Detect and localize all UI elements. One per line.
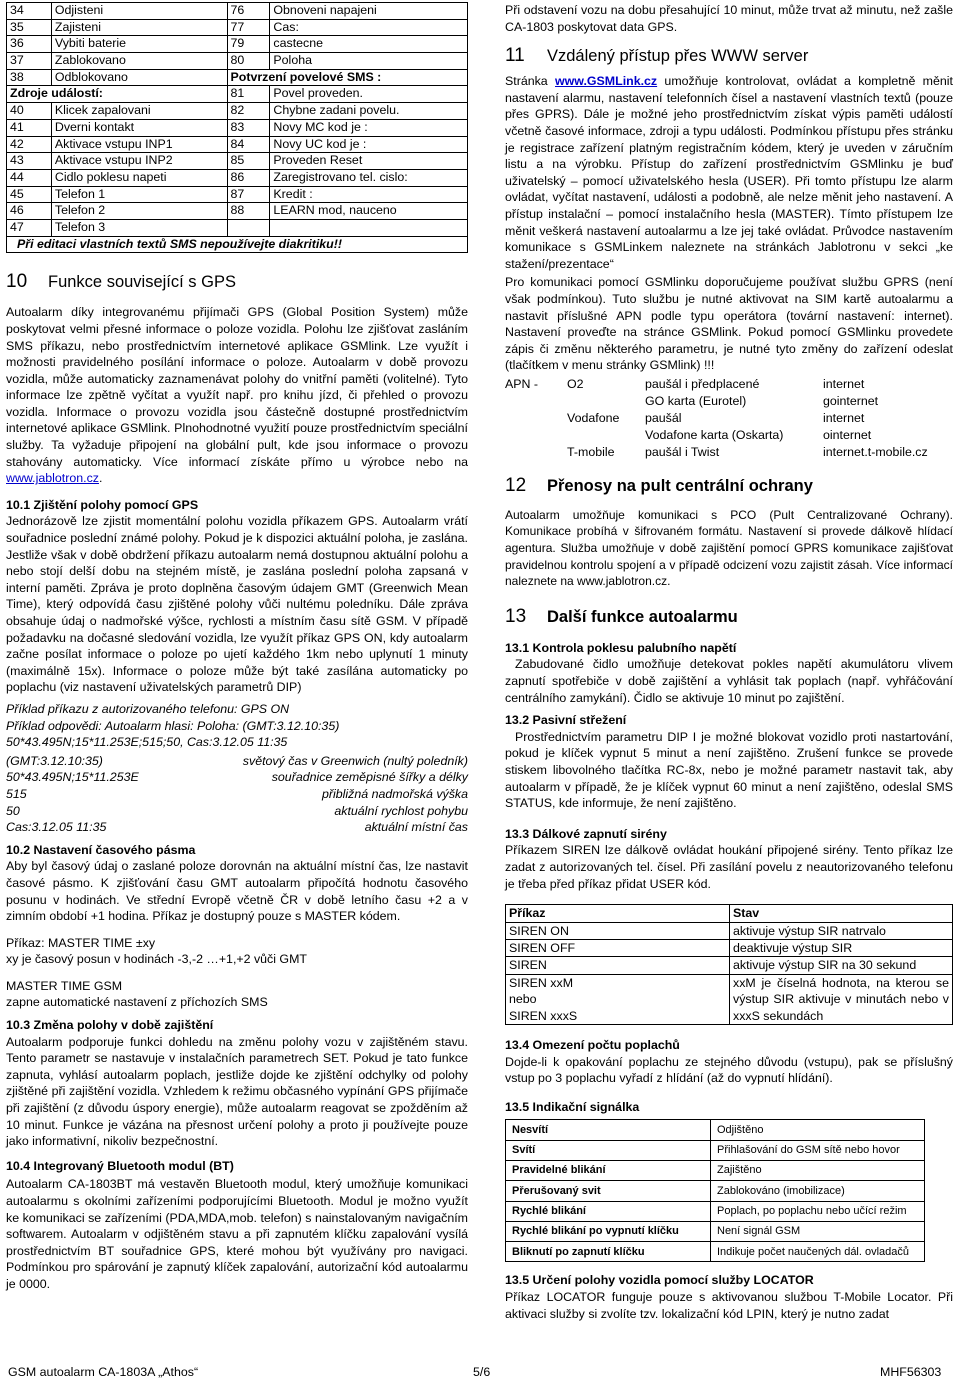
apn-row xyxy=(505,427,953,444)
table-cell: Telefon 3 xyxy=(51,219,227,236)
apn-cell: paušál xyxy=(645,410,682,425)
apn-cell: gointernet xyxy=(823,393,879,408)
table-row xyxy=(506,957,953,974)
legend-line xyxy=(6,819,468,836)
event-codes-body xyxy=(7,3,468,253)
paragraph-13-3: Příkazem SIREN lze dálkově ovládat houkání připojené sirény. Tento příkaz lze zadat z autorizovaných tel. čísel. Při zasílání povelu z neautorizovaného telefonu je třeba před příkaz přidat USER kód. xyxy=(505,843,953,891)
table-cell: 43 xyxy=(7,153,52,170)
legend-value: 50*43.495N;15*11.253E xyxy=(6,770,139,785)
apn-row xyxy=(505,410,953,427)
table-cell: Odblokovano xyxy=(51,69,227,86)
table-row xyxy=(506,1160,925,1180)
table-cell: Dverni kontakt xyxy=(51,119,227,136)
apn-cell: Vodafone xyxy=(567,410,620,425)
table-cell: 82 xyxy=(227,103,270,120)
table-cell: SIREN ON xyxy=(506,922,730,939)
legend-line xyxy=(6,786,468,803)
siren-command-body xyxy=(506,905,953,1025)
table-cell: 81 xyxy=(227,86,270,103)
table-row xyxy=(7,86,468,103)
section-number: 11 xyxy=(505,45,525,67)
left-column xyxy=(6,2,468,1293)
table-note-row xyxy=(7,236,468,253)
table-cell: 79 xyxy=(227,36,270,53)
table-cell: Cidlo poklesu napeti xyxy=(51,169,227,186)
legend-desc: aktuální místní čas xyxy=(364,820,468,835)
table-cell: Zdroje událostí: xyxy=(7,86,228,103)
table-cell: Cas: xyxy=(270,19,468,36)
table-cell: Povel proveden. xyxy=(270,86,468,103)
table-row xyxy=(7,3,468,20)
event-codes-table xyxy=(6,2,468,253)
table-header: Stav xyxy=(730,905,953,922)
table-header: Příkaz xyxy=(506,905,730,922)
section-title: Další funkce autoalarmu xyxy=(547,607,738,626)
table-row xyxy=(506,974,953,1024)
table-cell: Novy MC kod je : xyxy=(270,119,468,136)
table-cell: 42 xyxy=(7,136,52,153)
paragraph-10-1: Jednorázově lze zjistit momentální polohu vozidla příkazem GPS. Autoalarm vrátí souřadnice poslední známé polohy. Pokud je k dispozici aktuální poloha, je zaslána. Jestliže však v době obdržení příkazu autoalarm nemá dostupnou aktuální polohu a nebo stojí delší dobu na stejném místě, je zaslána poslední poloha zapsaná v interní paměti. Zpráva je proto doplněna časovým údajem GMT (Greenwich Mean Time), který odpovídá času zjištěné polohy vůči nultému poledníku. Dále zpráva obsahuje údaj o nadmořské výšce, rychlosti a místním času sítě GSM. V případě požadavku na dočasné sledování vozidla, lze využít příkaz GPS ON, kdy autoalarm začne posílat informace o poloze po ujetí každého 1km nebo uplynutí 1 minuty (maximálně 15x). Informace o poloze může být také zasílána automaticky po poplachu (viz nastavení uživatelských parametrů DIP) xyxy=(6,514,468,695)
table-cell: Klicek zapalovani xyxy=(51,103,227,120)
table-cell: Chybne zadani povelu. xyxy=(270,103,468,120)
signal-state: Svítí xyxy=(506,1140,711,1160)
section-number: 12 xyxy=(505,474,527,496)
table-cell xyxy=(506,974,730,1024)
table-row xyxy=(7,36,468,53)
legend-value: 50 xyxy=(6,803,20,818)
table-cell: 88 xyxy=(227,203,270,220)
apn-cell xyxy=(505,410,567,427)
apn-table xyxy=(505,376,953,461)
heading-13-1: 13.1 Kontrola poklesu palubního napětí xyxy=(505,640,737,655)
table-row xyxy=(7,186,468,203)
apn-cell xyxy=(505,393,567,410)
response-legend xyxy=(6,753,468,836)
apn-cell: O2 xyxy=(567,376,584,391)
table-cell: 87 xyxy=(227,186,270,203)
gsmlink-text-a: Stránka xyxy=(505,74,548,89)
apn-cell: Vodafone karta (Oskarta) xyxy=(645,427,784,442)
signal-meaning: Zablokováno (imobilizace) xyxy=(711,1181,925,1201)
command-line: nebo xyxy=(509,992,537,1007)
signal-meaning: Není signál GSM xyxy=(711,1221,925,1241)
right-top-paragraph: Při odstavení vozu na dobu přesahující 10 minut, může trvat až minutu, než zašle CA-1803 poskytovat data GPS. xyxy=(505,3,953,34)
table-cell: 76 xyxy=(227,3,270,20)
right-column xyxy=(505,2,953,1322)
table-cell: 37 xyxy=(7,53,52,70)
table-cell xyxy=(270,219,468,236)
table-row xyxy=(7,69,468,86)
signal-state: Rychlé blikání po vypnutí klíčku xyxy=(506,1221,711,1241)
legend-value: 515 xyxy=(6,786,27,801)
heading-13-5: 13.5 Indikační signálka xyxy=(505,1099,640,1114)
apn-cell: paušál i Twist xyxy=(645,444,720,459)
master-time-command: Příkaz: MASTER TIME ±xy xyxy=(6,935,156,950)
table-cell: 47 xyxy=(7,219,52,236)
table-cell: Zaregistrovano tel. cislo: xyxy=(270,169,468,186)
table-cell: Poloha xyxy=(270,53,468,70)
table-row xyxy=(7,219,468,236)
command-line: SIREN xxxS xyxy=(509,1008,578,1023)
table-cell: 41 xyxy=(7,119,52,136)
signal-meaning: Zajištěno xyxy=(711,1160,925,1180)
signal-meaning: Indikuje počet naučených dál. ovladačů xyxy=(711,1242,925,1262)
signal-state: Bliknutí po zapnutí klíčku xyxy=(506,1242,711,1262)
table-cell: Aktivace vstupu INP1 xyxy=(51,136,227,153)
table-cell: 45 xyxy=(7,186,52,203)
table-cell: Proveden Reset xyxy=(270,153,468,170)
table-cell: 77 xyxy=(227,19,270,36)
gps-intro-text: Autoalarm díky integrovanému přijímači GPS (Global Position System) může poskytovat velmi přesné informace o poloze vozidla. Polohu lze zjišťovat zasláním SMS příkazu, nebo prostřednictvím internetové aplikace GSMlink. Lze využít i možnosti pravidelného posílání informace o poloze. Autoalarm v době provozu vozidla, může automaticky zaznamenávat polohy do vnitřní paměti (volitelné). Tyto informace lze zpětně vyčítat a využít např. pro knihu jízd, či přehled o provozu vozidla. Informace o provozu vozidla jsou částečně dostupné prostřednictvím internetové aplikace GSMlink. Plnohodnotné využití pouze prostřednictvím speciální služby. Ta vyžaduje připojení na globální pult, kde jsou informace o provozu stahovány automaticky. Více informací získáte přímo u výrobce nebo na xyxy=(6,305,468,469)
heading-locator: 13.5 Určení polohy vozidla pomocí služby LOCATOR xyxy=(505,1273,814,1288)
signal-state: Pravidelné blikání xyxy=(506,1160,711,1180)
table-cell: Aktivace vstupu INP2 xyxy=(51,153,227,170)
paragraph-10-3: Autoalarm podporuje funkci dohledu na změnu polohy vozu v zajištěném stavu. Tento parametr se nastavuje v instalačních parametrech SET. Pokud je tato funkce zapnuta, vyhlásí autoalarm poplach, jestliže dojde ke zjištění odchylky od polohy zjištěné při zajištění vozidla. Vzhledem k režimu občasného vypínání GPS přijímače při zajištění (z důvodu úspory energie), může autoalarm reagovat se zpožděním až 10 minut. Funkce je vázána na přesnost určení polohy a proto ji používejte pouze jako informativní, nikoliv bezpečnostní. xyxy=(6,1034,468,1149)
footer-left: GSM autoalarm CA-1803A „Athos“ xyxy=(8,1365,199,1379)
table-cell: 38 xyxy=(7,69,52,86)
legend-value: Cas:3.12.05 11:35 xyxy=(6,820,107,835)
table-cell: 44 xyxy=(7,169,52,186)
apn-cell: paušál i předplacené xyxy=(645,376,760,391)
example-command: Příklad příkazu z autorizovaného telefonu: GPS ON xyxy=(6,701,290,716)
table-cell: Telefon 2 xyxy=(51,203,227,220)
legend-desc: přibližná nadmořská výška xyxy=(322,786,468,801)
paragraph-13-4: Dojde-li k opakování poplachu ze stejného důvodu (vstupu), pak se příslušný vstup po 3 poplachu vyřadí z hlídání (až do vypnutí hlídání). xyxy=(505,1054,953,1086)
section-title: Vzdálený přístup přes WWW server xyxy=(547,47,809,66)
heading-10-3: 10.3 Změna polohy v době zajištění xyxy=(6,1018,214,1033)
signal-meaning: Poplach, po poplachu nebo učící režim xyxy=(711,1201,925,1221)
table-row xyxy=(7,153,468,170)
paragraph-10-4: Autoalarm CA-1803BT má vestavěn Bluetooth modul, který umožňuje komunikaci autoalarmu s okolními zařízeními podporujícími Bluetooth. Modul je možno využít ke komunikaci se zařízeními (PDA,MDA,mob. telefon) s nainstalovaným navigačním softwarem. Autoalarm v odjištěném stavu a při zapnutém klíčku zapalování vysílá prostřednictvím BT souřadnice GPS, které mohou být využívány pro navigaci. Podmínkou pro spárování je zapnutý klíček zapalování, autorizační kód autoalarmu je 0000. xyxy=(6,1177,468,1291)
gsmlink-link[interactable]: www.GSMLink.cz xyxy=(555,74,658,89)
pco-paragraph: Autoalarm umožňuje komunikaci s PCO (Pult Centralizované Ochrany). Komunikace probíhá v šifrovaném formátu. Nastavení si provede dálkově hlídací agentura. Služba umožňuje v době zajištění pomocí GPRS komunikace zajišťovat pravidelnou kontrolu spojení a v případě odcizení vozu zajistit zásah. Více informací naleznete na www.jablotron.cz. xyxy=(505,507,953,589)
table-cell: xxM je číselná hodnota, na kterou se výstup SIR aktivuje v minutách nebo v xxxS sekundách xyxy=(730,974,953,1024)
table-cell: SIREN OFF xyxy=(506,939,730,956)
table-cell: 35 xyxy=(7,19,52,36)
gps-intro-paragraph: Autoalarm díky integrovanému přijímači GPS (Global Position System) může poskytovat velmi přesné informace o poloze vozidla. Polohu lze zjišťovat zasláním SMS příkazu, nebo prostřednictvím internetové aplikace GSMlink. Lze využít i možnosti pravidelného posílání informace o poloze. Autoalarm v době provozu vozidla, může automaticky zaznamenávat polohy do vnitřní paměti (volitelné). Tyto informace lze zpětně vyčítat a využít např. pro knihu jízd, či přehled o provozu vozidla. Informace o provozu vozidla jsou částečně dostupné prostřednictvím internetové aplikace GSMlink. Plnohodnotné využití pouze prostřednictvím speciální služby. Ta vyžaduje připojení na globální pult, kde jsou informace o provozu stahovány automaticky. Více informací získáte přímo u výrobce nebo na www.jablotron.cz. xyxy=(6,305,468,486)
table-row xyxy=(7,203,468,220)
apn-row xyxy=(505,376,953,393)
table-cell: Potvrzení povelové SMS : xyxy=(227,69,468,86)
gprs-paragraph: Pro komunikaci pomocí GSMlinku doporučujeme používat službu GPRS (není však podmínkou). Tuto službu je nutné aktivovat na SIM kartě autoalarmu a nastavit příslušné APN podle typu operátora (tovární nastavení: internet). Nastavení proveďte na stránce GSMlink. Pokud pomocí GSMlinku provedete zápis či změnu některého parametru, je nutné tyto změny do zařízení odeslat (tlačítkem v menu stránky GSMlink) !!! xyxy=(505,275,953,373)
table-row xyxy=(7,119,468,136)
table-cell: SIREN xyxy=(506,957,730,974)
legend-line xyxy=(6,753,468,770)
table-cell: deaktivuje výstup SIR xyxy=(730,939,953,956)
table-cell xyxy=(227,219,270,236)
legend-desc: světový čas v Greenwich (nultý poledník) xyxy=(242,753,468,768)
table-row xyxy=(7,19,468,36)
footer-page: 5/6 xyxy=(473,1365,491,1379)
table-row xyxy=(506,1242,925,1262)
table-cell: Zablokovano xyxy=(51,53,227,70)
table-cell: Novy UC kod je : xyxy=(270,136,468,153)
table-cell: 40 xyxy=(7,103,52,120)
signal-state: Přerušovaný svit xyxy=(506,1181,711,1201)
table-row xyxy=(7,136,468,153)
apn-cell xyxy=(505,427,567,444)
master-time-gsm-desc: zapne automatické nastavení z příchozích SMS xyxy=(6,995,268,1010)
siren-command-table xyxy=(505,904,953,1025)
gsmlink-paragraph xyxy=(505,73,953,272)
section-title: Funkce související s GPS xyxy=(48,273,236,292)
table-cell: Obnoveni napajeni xyxy=(270,3,468,20)
table-cell: 46 xyxy=(7,203,52,220)
heading-10-1: 10.1 Zjištění polohy pomocí GPS xyxy=(6,497,199,512)
apn-cell: ointernet xyxy=(823,427,872,442)
heading-10-2: 10.2 Nastavení časového pásma xyxy=(6,842,196,857)
paragraph-13-2: Prostřednictvím parametru DIP I je možné blokovat vozidlo proti nastartování, pokud je klíček vypnut 5 minut a není zajištěno. Zrušení funkce se provede stiskem libovolného tlačítka RC-8x, nebo je možné parametr nastavit tak, aby autoalarm v případě, že je klíček vypnut 60 minut a není zajištěno, odeslal SMS STATUS, kde informuje, že není zajištěno. xyxy=(505,729,953,811)
table-cell: Zajisteni xyxy=(51,19,227,36)
apn-cell xyxy=(567,427,645,444)
table-cell: 85 xyxy=(227,153,270,170)
table-cell: 83 xyxy=(227,119,270,136)
indicator-body xyxy=(506,1120,925,1262)
table-row xyxy=(506,1201,925,1221)
table-cell: aktivuje výstup SIR natrvalo xyxy=(730,922,953,939)
apn-body xyxy=(505,376,953,461)
table-cell: 86 xyxy=(227,169,270,186)
table-cell: aktivuje výstup SIR na 30 sekund xyxy=(730,957,953,974)
master-time-gsm-command: MASTER TIME GSM xyxy=(6,978,123,993)
table-row xyxy=(7,103,468,120)
table-cell: 80 xyxy=(227,53,270,70)
apn-cell xyxy=(567,393,645,410)
table-cell: Odjisteni xyxy=(51,3,227,20)
table-row xyxy=(506,1140,925,1160)
table-cell: castecne xyxy=(270,36,468,53)
table-cell: Telefon 1 xyxy=(51,186,227,203)
apn-row xyxy=(505,444,953,461)
section-13-heading xyxy=(505,606,953,628)
table-cell: 36 xyxy=(7,36,52,53)
gsmlink-text-b: umožňuje kontrolovat, ovládat a kompletně měnit nastavení alarmu, nastavení telefonních čísel a nastavení vlastních textů (pouze přes GPRS). Dále je možné jeho prostřednictvím získat výpis paměti událostí včetně časové informace, zdroji a typu události. Podmínkou přístupu přes stránku je registrace zařízení platným registračním kódem, který je uveden v záručním listu a na výrobku. Přístup do zařízení prostřednictvím GSMlinku je buď uživatelský – pomocí uživatelského hesla (USER). Při tomto přístupu lze alarm ovládat, vyčítat nastavení, události a podobně, ale nelze měnit jeho nastavení. A přístup instalační – pomocí instalačního hesla (MASTER). Tímto přístupem lze měnit veškerá nastavení autoalarmu a lze jej také ovládat. Průvodce nastavením komunikace s GSMLinkem naleznete na stránkách Jablotronu v sekci „ke stažení/prezentace“ xyxy=(505,74,953,271)
table-row xyxy=(506,922,953,939)
section-number: 10 xyxy=(6,271,28,293)
legend-value: (GMT:3.12.10:35) xyxy=(6,753,103,768)
apn-cell: internet xyxy=(823,376,865,391)
table-header-row xyxy=(506,905,953,922)
table-cell: Kredit : xyxy=(270,186,468,203)
footer-right: MHF56303 xyxy=(880,1365,942,1379)
table-row xyxy=(506,1221,925,1241)
table-row xyxy=(7,53,468,70)
legend-line xyxy=(6,803,468,820)
legend-desc: souřadnice zeměpisné šířky a délky xyxy=(271,770,468,785)
apn-cell: T-mobile xyxy=(567,444,615,459)
jablotron-link[interactable]: www.jablotron.cz xyxy=(6,471,99,486)
paragraph-10-2: Aby byl časový údaj o zaslané poloze dorovnán na aktuální místní čas, lze nastavit časové pásmo. K zjišťování času GMT autoalarm připočítá hodnotu časového posunu v hodinách. Ve střední Evropě včetně ČR v době letního času +2 a v zimním období +1 hodina. Příkaz je dostupný pouze s MASTER kódem. xyxy=(6,859,468,924)
table-row xyxy=(506,939,953,956)
apn-cell: GO karta (Eurotel) xyxy=(645,393,747,408)
heading-13-2: 13.2 Pasivní střežení xyxy=(505,713,627,728)
table-cell: 84 xyxy=(227,136,270,153)
example-response: Příklad odpovědi: Autoalarm hlasi: Poloha: (GMT:3.12.10:35) 50*43.495N;15*11.253E;515;50, Cas:3.12.05 11:35 xyxy=(6,718,340,750)
heading-13-4: 13.4 Omezení počtu poplachů xyxy=(505,1038,680,1052)
apn-cell: APN - xyxy=(505,376,539,391)
paragraph-13-1: Zabudované čidlo umožňuje detekovat pokles napětí akumulátoru vlivem zapnutí spotřebiče v době zajištění a vyhlásit tak poplach (např. vyhřáčování centrálního zamykání). Čidlo se aktivuje 10 minut po zajištění. xyxy=(505,657,953,705)
command-line: SIREN xxM xyxy=(509,975,574,990)
signal-meaning: Přihlašování do GSM sítě nebo hovor xyxy=(711,1140,925,1160)
section-10-heading xyxy=(6,271,468,293)
table-cell: 34 xyxy=(7,3,52,20)
signal-state: Rychlé blikání xyxy=(506,1201,711,1221)
diacritics-warning: Při editaci vlastních textů SMS nepoužívejte diakritiku!! xyxy=(7,236,468,253)
section-number: 13 xyxy=(505,605,527,627)
section-11-heading xyxy=(505,45,953,67)
section-title: Přenosy na pult centrální ochrany xyxy=(547,476,813,495)
heading-10-4: 10.4 Integrovaný Bluetooth modul (BT) xyxy=(6,1158,234,1173)
table-row xyxy=(7,169,468,186)
heading-13-3: 13.3 Dálkové zapnutí sirény xyxy=(505,826,667,841)
signal-meaning: Odjištěno xyxy=(711,1120,925,1140)
master-time-desc: xy je časový posun v hodinách -3,-2 …+1,+2 vůči GMT xyxy=(6,952,307,967)
legend-desc: aktuální rychlost pohybu xyxy=(334,803,468,818)
signal-state: Nesvítí xyxy=(506,1120,711,1140)
apn-row xyxy=(505,393,953,410)
table-row xyxy=(506,1120,925,1140)
legend-line xyxy=(6,769,468,786)
table-cell: Vybiti baterie xyxy=(51,36,227,53)
section-12-heading xyxy=(505,475,953,497)
apn-cell: internet.t-mobile.cz xyxy=(823,444,928,459)
indicator-table xyxy=(505,1119,925,1262)
apn-cell xyxy=(505,444,567,461)
paragraph-locator: Příkaz LOCATOR funguje pouze s aktivovanou službou T-Mobile Locator. Při aktivaci služby si zvolíte tzv. lokalizační kód LPIN, který je nutno zadat xyxy=(505,1290,953,1321)
table-cell: LEARN mod, nauceno xyxy=(270,203,468,220)
apn-cell: internet xyxy=(823,410,865,425)
table-row xyxy=(506,1181,925,1201)
